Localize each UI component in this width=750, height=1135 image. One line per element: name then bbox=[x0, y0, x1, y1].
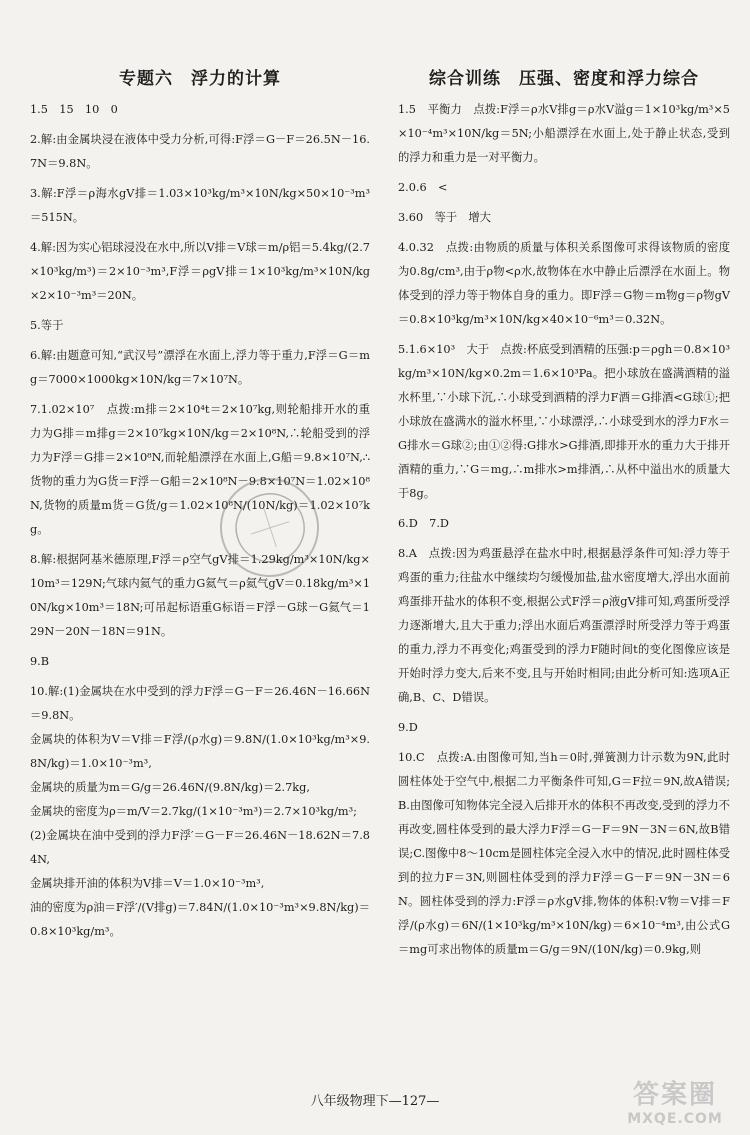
left-answer-list bbox=[30, 98, 370, 944]
answer-text: 1.5 15 10 0 bbox=[30, 103, 118, 116]
answer-text: 9.B bbox=[30, 655, 50, 668]
answer-text: 10.解:(1)金属块在水中受到的浮力F浮＝G－F＝26.46N－16.66N＝9.8N。 bbox=[30, 685, 370, 722]
site-watermark bbox=[615, 1080, 735, 1132]
answer-text: 5.等于 bbox=[30, 319, 64, 332]
right-answer-item bbox=[398, 236, 730, 332]
answer-text: (2)金属块在油中受到的浮力F浮′＝G－F＝26.46N－18.62N＝7.84N, bbox=[30, 829, 370, 866]
answer-text: 油的密度为ρ油＝F浮′/(V排g)＝7.84N/(1.0×10⁻³m³×9.8N/kg)＝0.8×10³kg/m³。 bbox=[30, 901, 370, 938]
left-answer-item bbox=[30, 650, 370, 674]
answer-text: 金属块排开油的体积为V排＝V＝1.0×10⁻³m³, bbox=[30, 877, 265, 890]
right-answer-item bbox=[398, 98, 730, 170]
answer-text: 4.解:因为实心铝球浸没在水中,所以V排＝V球＝m/ρ铝＝5.4kg/(2.7×10³kg/m³)＝2×10⁻³m³,F浮＝ρgV排＝1×10³kg/m³×10N/kg×2×10⁻³m³＝20N。 bbox=[30, 241, 370, 302]
page-footer: 八年级物理下—127— bbox=[310, 1094, 440, 1109]
answer-text: 6.解:由题意可知,“武汉号”漂浮在水面上,浮力等于重力,F浮＝G＝mg＝7000×1000kg×10N/kg＝7×10⁷N。 bbox=[30, 349, 370, 386]
answer-text: 1.5 平衡力 点拨:F浮＝ρ水V排g＝ρ水V溢g＝1×10³kg/m³×5×10⁻⁴m³×10N/kg＝5N;小船漂浮在水面上,处于静止状态,受到的浮力和重力是一对平衡力。 bbox=[398, 103, 730, 164]
watermark-logo-text: 答案圈 bbox=[632, 1080, 717, 1110]
left-answer-item bbox=[30, 128, 370, 176]
left-section-title: 专题六 浮力的计算 bbox=[119, 69, 281, 89]
answer-text: 2.0.6 < bbox=[398, 181, 448, 194]
answer-text: 6.D 7.D bbox=[398, 517, 449, 530]
answer-text: 3.60 等于 增大 bbox=[398, 211, 491, 224]
left-answer-item bbox=[30, 398, 370, 542]
right-answer-item bbox=[398, 716, 730, 740]
right-answer-item bbox=[398, 512, 730, 536]
right-answer-item bbox=[398, 176, 730, 200]
left-answer-item bbox=[30, 314, 370, 338]
right-answer-item bbox=[398, 338, 730, 506]
left-answer-item bbox=[30, 680, 370, 944]
right-answer-item bbox=[398, 746, 730, 962]
answer-text: 7.1.02×10⁷ 点拨:m排＝2×10⁴t＝2×10⁷kg,则轮船排开水的重力为G排＝m排g＝2×10⁷kg×10N/kg＝2×10⁸N,∴轮船受到的浮力为F浮＝G排＝2×10⁸N,而轮船漂浮在水面上,G船＝9.8×10⁷N,∴货物的重力为G货＝F浮－G船＝2×10⁸N－9.8×10⁷N＝1.02×10⁸N,货物的质量m货＝G货/g＝1.02×10⁸N/(10N/kg)＝1.02×10⁷kg。 bbox=[30, 403, 370, 536]
answer-text: 3.解:F浮＝ρ海水gV排＝1.03×10³kg/m³×10N/kg×50×10⁻³m³＝515N。 bbox=[30, 187, 370, 224]
answer-text: 9.D bbox=[398, 721, 418, 734]
answer-text: 8.A 点拨:因为鸡蛋悬浮在盐水中时,根据悬浮条件可知:浮力等于鸡蛋的重力;往盐水中继续均匀缓慢加盐,盐水密度增大,浮出水面前鸡蛋排开盐水的体积不变,根据公式F浮＝ρ液gV排可知,鸡蛋所受浮力逐渐增大,且大于重力;浮出水面后鸡蛋漂浮时所受浮力等于鸡蛋的重力,浮力不再变化;鸡蛋受到的浮力F随时间t的变化图像应该是开始时浮力变大,后来不变,且与开始时相同;由此分析可知:选项A正确,B、C、D错误。 bbox=[398, 547, 730, 704]
left-answer-item bbox=[30, 182, 370, 230]
left-answer-item bbox=[30, 98, 370, 122]
left-answer-item bbox=[30, 548, 370, 644]
answer-text: 5.1.6×10³ 大于 点拨:杯底受到酒精的压强:p＝ρgh＝0.8×10³kg/m³×10N/kg×0.2m＝1.6×10³Pa。把小球放在盛满酒精的溢水杯里,∵小球下沉,∴小球受到酒精的浮力F酒＝G排酒<G球①;把小球放在盛满水的溢水杯里,∵小球漂浮,∴小球受到水的浮力F水＝G排水＝G球②;由①②得:G排水>G排酒,即排开水的重力大于排开酒精的重力,∵G＝mg,∴m排水>m排酒,∴从杯中溢出水的质量大于8g。 bbox=[398, 343, 730, 500]
answer-text: 10.C 点拨:A.由图像可知,当h＝0时,弹簧测力计示数为9N,此时圆柱体处于空气中,根据二力平衡条件可知,G＝F拉＝9N,故A错误;B.由图像可知物体完全浸入后排开水的体积不再改变,受到的浮力不再改变,圆柱体受到的最大浮力F浮＝G－F＝9N－3N＝6N,故B错误;C.图像中8～10cm是圆柱体完全浸入水中的情况,此时圆柱体受到的拉力F＝3N,则圆柱体受到的浮力F浮＝G－F＝9N－3N＝6N。圆柱体受到的浮力:F浮＝ρ水gV排,物体的体积:V物＝V排＝F浮/(ρ水g)＝6N/(1×10³kg/m³×10N/kg)＝6×10⁻⁴m³,由公式G＝mg可求出物体的质量m＝G/g＝9N/(10N/kg)＝0.9kg,则 bbox=[398, 751, 730, 956]
right-column bbox=[398, 64, 730, 968]
watermark-url: MXQE.COM bbox=[627, 1111, 723, 1127]
left-answer-item bbox=[30, 236, 370, 308]
answer-text: 4.0.32 点拨:由物质的质量与体积关系图像可求得该物质的密度为0.8g/cm³,由于ρ物<ρ水,故物体在水中静止后漂浮在水面上。物体受到的浮力等于物体自身的重力。即F浮＝G物＝m物g＝ρ物gV＝0.8×10³kg/m³×10N/kg×40×10⁻⁶m³＝0.32N。 bbox=[398, 241, 730, 326]
right-answer-list bbox=[398, 98, 730, 962]
left-column bbox=[30, 64, 370, 950]
right-section-title: 综合训练 压强、密度和浮力综合 bbox=[429, 69, 699, 89]
answer-text: 金属块的质量为m＝G/g＝26.46N/(9.8N/kg)＝2.7kg, bbox=[30, 781, 310, 794]
answer-text: 8.解:根据阿基米德原理,F浮＝ρ空气gV排＝1.29kg/m³×10N/kg×10m³＝129N;气球内氦气的重力G氦气＝ρ氦气gV＝0.18kg/m³×10N/kg×10m³＝18N;可吊起标语重G标语＝F浮－G球－G氦气＝129N－20N－18N＝91N。 bbox=[30, 553, 370, 638]
answer-text: 金属块的体积为V＝V排＝F浮/(ρ水g)＝9.8N/(1.0×10³kg/m³×9.8N/kg)＝1.0×10⁻³m³, bbox=[30, 733, 370, 770]
right-answer-item bbox=[398, 542, 730, 710]
left-answer-item bbox=[30, 344, 370, 392]
right-answer-item bbox=[398, 206, 730, 230]
answer-text: 2.解:由金属块浸在液体中受力分析,可得:F浮＝G－F＝26.5N－16.7N＝9.8N。 bbox=[30, 133, 370, 170]
answer-text: 金属块的密度为ρ＝m/V＝2.7kg/(1×10⁻³m³)＝2.7×10³kg/m³; bbox=[30, 805, 357, 818]
